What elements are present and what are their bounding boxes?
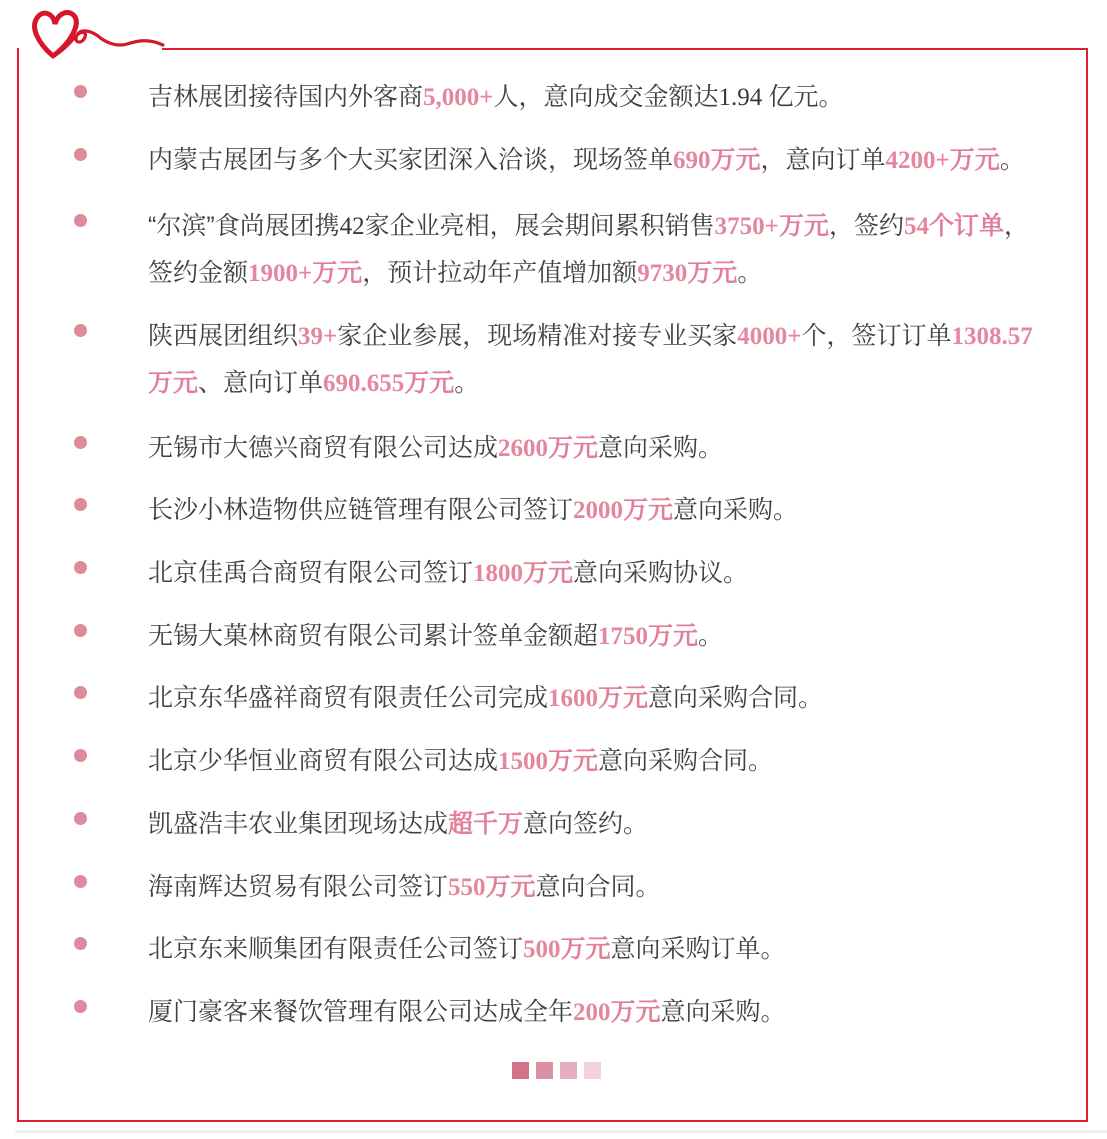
text-segment: 北京东来顺集团有限责任公司签订 [148, 934, 524, 963]
text-segment: 无锡大菓林商贸有限公司累计签单金额超 [148, 621, 599, 650]
page-border-bottom [17, 1120, 1088, 1122]
text-segment: 。 [737, 258, 763, 287]
highlight-segment: 万元 [623, 495, 674, 524]
highlight-segment: 1800 [473, 559, 524, 587]
text-segment: 。 [999, 145, 1025, 174]
list-item [148, 864, 661, 911]
highlight-segment: 54 [903, 212, 929, 240]
highlight-segment: 5,000+ [423, 83, 494, 111]
heart-flourish-logo [22, 5, 167, 63]
text-segment: 内蒙古展团与多个大买家团深入洽谈，现场签单 [148, 145, 674, 174]
highlight-segment: 1308.57 [951, 322, 1033, 350]
text-segment: 意向采购合同。 [598, 746, 774, 775]
highlight-segment: 690.655 [323, 369, 405, 397]
text-segment: 意向采购。 [673, 495, 799, 524]
text-segment: 。 [454, 368, 480, 397]
page-border-right [1086, 48, 1088, 1122]
highlight-segment: 9730 [637, 259, 688, 287]
pagination-indicator [512, 1062, 601, 1080]
bullet-dot-icon [74, 937, 87, 950]
list-item [148, 203, 1029, 297]
highlight-segment: 3750+ [714, 212, 779, 240]
highlight-segment: 4200+ [885, 146, 950, 174]
page-edge-shadow [15, 1130, 1107, 1133]
pagination-square [536, 1062, 553, 1079]
text-segment: ，意向订单 [760, 145, 886, 174]
text-segment: 家企业亮相，展会期间累积销售 [364, 211, 715, 240]
highlight-segment: 万元 [312, 258, 363, 287]
highlight-segment: 2000 [573, 496, 624, 524]
pagination-square [560, 1062, 577, 1079]
text-segment: 长沙小林造物供应链管理有限公司签订 [148, 495, 574, 524]
highlight-segment: 万元 [523, 558, 574, 587]
text-segment: 北京少华恒业商贸有限公司达成 [148, 746, 499, 775]
highlight-segment: 万元 [610, 997, 661, 1026]
pagination-square [512, 1062, 529, 1079]
highlight-segment: 1500 [498, 747, 549, 775]
list-item [148, 137, 1025, 184]
highlight-segment: 万元 [778, 211, 829, 240]
text-segment: 42 [339, 212, 365, 240]
list-item [148, 487, 798, 534]
highlight-segment: 1750 [598, 622, 649, 650]
highlight-segment: 万元 [687, 258, 738, 287]
text-segment: ，签约 [828, 211, 904, 240]
text-segment: 个，签订订单 [801, 321, 952, 350]
highlight-segment: 万元 [548, 433, 599, 462]
highlight-segment: 万元 [404, 368, 455, 397]
list-item [148, 926, 786, 973]
text-segment: 北京佳禹合商贸有限公司签订 [148, 558, 474, 587]
text-segment: 。 [698, 621, 724, 650]
text-segment: 意向采购订单。 [610, 934, 786, 963]
list-item [148, 550, 748, 597]
highlight-segment: 690 [673, 146, 711, 174]
list-item [148, 313, 1033, 407]
text-segment: 厦门豪客来餐饮管理有限公司达成全年 [148, 997, 574, 1026]
highlight-segment: 万元 [560, 934, 611, 963]
text-segment: 意向采购协议。 [573, 558, 749, 587]
text-segment: 意向合同。 [535, 872, 661, 901]
list-item [148, 613, 723, 660]
text-segment: ， [1003, 211, 1029, 240]
text-segment: 意向采购合同。 [648, 683, 824, 712]
text-segment: 家企业参展，现场精准对接专业买家 [337, 321, 738, 350]
text-segment: 、意向订单 [198, 368, 324, 397]
text-segment: 无锡市大德兴商贸有限公司达成 [148, 433, 499, 462]
list-item [148, 74, 844, 121]
text-segment: 签约金额 [148, 258, 249, 287]
text-segment: 吉林展团接待国内外客商 [148, 82, 424, 111]
highlight-segment: 超千万 [448, 809, 524, 838]
highlight-segment: 2600 [498, 434, 549, 462]
bullet-dot-icon [74, 148, 87, 161]
highlight-segment: 39+ [298, 322, 338, 350]
highlight-segment: 万元 [710, 145, 761, 174]
bullet-dot-icon [74, 561, 87, 574]
highlight-segment: 万元 [648, 621, 699, 650]
text-segment: 亿元。 [768, 82, 844, 111]
bullet-dot-icon [74, 875, 87, 888]
highlight-segment: 200 [573, 998, 611, 1026]
text-segment: ，预计拉动年产值增加额 [362, 258, 638, 287]
bullet-dot-icon [74, 624, 87, 637]
highlight-segment: 500 [523, 935, 561, 963]
text-segment: 意向签约。 [523, 809, 649, 838]
page-border-top [162, 48, 1088, 50]
highlight-segment: 万元 [598, 683, 649, 712]
text-segment: “尔滨”食尚展团携 [148, 211, 340, 240]
text-segment: 意向采购。 [598, 433, 724, 462]
text-segment: 陕西展团组织 [148, 321, 299, 350]
list-item [148, 989, 786, 1036]
bullet-dot-icon [74, 749, 87, 762]
highlight-segment: 4000+ [737, 322, 802, 350]
bullet-dot-icon [74, 812, 87, 825]
highlight-segment: 个订单 [928, 211, 1004, 240]
highlight-segment: 1600 [548, 684, 599, 712]
bullet-dot-icon [74, 436, 87, 449]
bullet-dot-icon [74, 324, 87, 337]
text-segment: 人，意向成交金额达 [493, 82, 719, 111]
page-border-left [17, 48, 19, 1122]
highlight-segment: 550 [448, 873, 486, 901]
bullet-dot-icon [74, 214, 87, 227]
bullet-dot-icon [74, 686, 87, 699]
bullet-dot-icon [74, 85, 87, 98]
text-segment: 意向采购。 [660, 997, 786, 1026]
highlight-segment: 万元 [949, 145, 1000, 174]
list-item [148, 801, 648, 848]
bullet-dot-icon [74, 498, 87, 511]
highlight-segment: 万元 [548, 746, 599, 775]
list-item [148, 425, 723, 472]
highlight-segment: 1900+ [248, 259, 313, 287]
highlight-segment: 万元 [148, 368, 199, 397]
text-segment: 凯盛浩丰农业集团现场达成 [148, 809, 449, 838]
list-item [148, 738, 773, 785]
bullet-dot-icon [74, 1000, 87, 1013]
text-segment: 海南辉达贸易有限公司签订 [148, 872, 449, 901]
text-segment: 1.94 [718, 83, 769, 111]
text-segment: 北京东华盛祥商贸有限责任公司完成 [148, 683, 549, 712]
list-item [148, 675, 823, 722]
highlight-segment: 万元 [485, 872, 536, 901]
pagination-square [584, 1062, 601, 1079]
